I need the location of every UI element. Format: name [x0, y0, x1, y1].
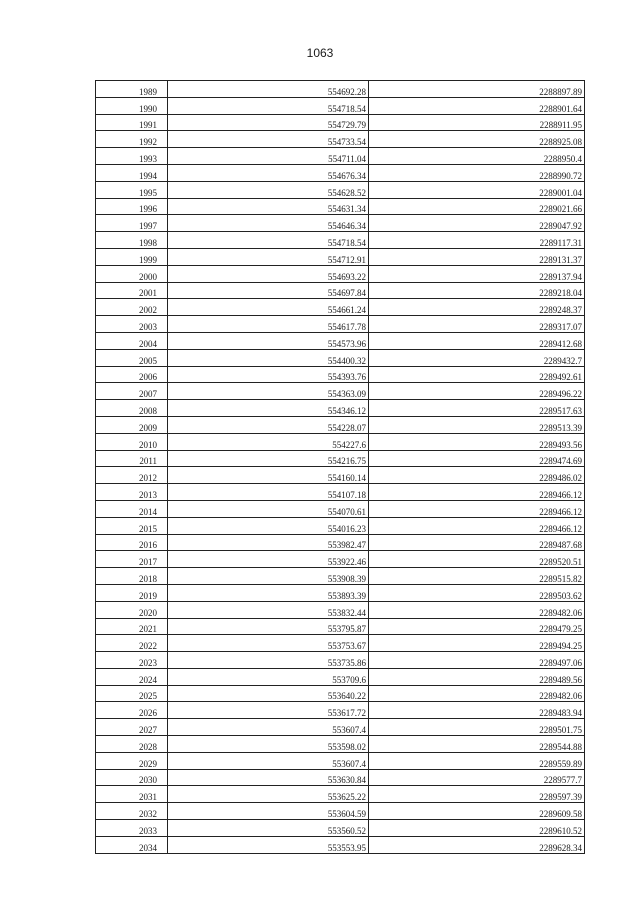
- y-coordinate-cell: 2289559.89: [369, 752, 585, 769]
- point-id-cell: 2014: [96, 500, 168, 517]
- table-row: [96, 534, 585, 551]
- y-coordinate-cell: 2289493.56: [369, 433, 585, 450]
- y-coordinate-cell: 2289432.7: [369, 349, 585, 366]
- table-body: [96, 81, 585, 854]
- y-coordinate-cell: 2289628.34: [369, 836, 585, 853]
- table-row: [96, 820, 585, 837]
- x-coordinate-cell: 554573.96: [168, 332, 369, 349]
- x-coordinate-cell: 553553.95: [168, 836, 369, 853]
- point-id-cell: 2031: [96, 786, 168, 803]
- x-coordinate-cell: 553617.72: [168, 702, 369, 719]
- x-coordinate-cell: 554718.54: [168, 232, 369, 249]
- y-coordinate-cell: 2289466.12: [369, 517, 585, 534]
- y-coordinate-cell: 2289483.94: [369, 702, 585, 719]
- y-coordinate-cell: 2288925.08: [369, 131, 585, 148]
- table-row: [96, 618, 585, 635]
- point-id-cell: 2010: [96, 433, 168, 450]
- point-id-cell: 2030: [96, 769, 168, 786]
- point-id-cell: 1996: [96, 198, 168, 215]
- x-coordinate-cell: 553922.46: [168, 551, 369, 568]
- point-id-cell: 2001: [96, 282, 168, 299]
- x-coordinate-cell: 554718.54: [168, 97, 369, 114]
- table-row: [96, 786, 585, 803]
- point-id-cell: 1990: [96, 97, 168, 114]
- point-id-cell: 2003: [96, 316, 168, 333]
- x-coordinate-cell: 553625.22: [168, 786, 369, 803]
- point-id-cell: 2009: [96, 416, 168, 433]
- y-coordinate-cell: 2288950.4: [369, 148, 585, 165]
- table-row: [96, 551, 585, 568]
- point-id-cell: 1997: [96, 215, 168, 232]
- y-coordinate-cell: 2289466.12: [369, 500, 585, 517]
- point-id-cell: 2024: [96, 668, 168, 685]
- table-row: [96, 568, 585, 585]
- y-coordinate-cell: 2288911.95: [369, 114, 585, 131]
- x-coordinate-cell: 553607.4: [168, 752, 369, 769]
- x-coordinate-cell: 554617.78: [168, 316, 369, 333]
- y-coordinate-cell: 2289497.06: [369, 652, 585, 669]
- y-coordinate-cell: 2289501.75: [369, 719, 585, 736]
- table-row: [96, 668, 585, 685]
- y-coordinate-cell: 2289137.94: [369, 265, 585, 282]
- point-id-cell: 2022: [96, 635, 168, 652]
- x-coordinate-cell: 554216.75: [168, 450, 369, 467]
- table-row: [96, 148, 585, 165]
- x-coordinate-cell: 554363.09: [168, 383, 369, 400]
- x-coordinate-cell: 554227.6: [168, 433, 369, 450]
- point-id-cell: 2012: [96, 467, 168, 484]
- x-coordinate-cell: 554346.12: [168, 400, 369, 417]
- page-number: 1063: [306, 46, 334, 60]
- x-coordinate-cell: 554107.18: [168, 484, 369, 501]
- y-coordinate-cell: 2289117.31: [369, 232, 585, 249]
- y-coordinate-cell: 2289577.7: [369, 769, 585, 786]
- table-row: [96, 736, 585, 753]
- y-coordinate-cell: 2288901.64: [369, 97, 585, 114]
- point-id-cell: 2034: [96, 836, 168, 853]
- x-coordinate-cell: 554160.14: [168, 467, 369, 484]
- x-coordinate-cell: 554016.23: [168, 517, 369, 534]
- y-coordinate-cell: 2289492.61: [369, 366, 585, 383]
- table-row: [96, 316, 585, 333]
- y-coordinate-cell: 2289021.66: [369, 198, 585, 215]
- point-id-cell: 2000: [96, 265, 168, 282]
- table-row: [96, 450, 585, 467]
- table-row: [96, 635, 585, 652]
- table-row: [96, 299, 585, 316]
- table-row: [96, 400, 585, 417]
- point-id-cell: 2028: [96, 736, 168, 753]
- y-coordinate-cell: 2289520.51: [369, 551, 585, 568]
- point-id-cell: 2020: [96, 601, 168, 618]
- y-coordinate-cell: 2289482.06: [369, 601, 585, 618]
- x-coordinate-cell: 553630.84: [168, 769, 369, 786]
- point-id-cell: 2025: [96, 685, 168, 702]
- y-coordinate-cell: 2289610.52: [369, 820, 585, 837]
- table-row: [96, 114, 585, 131]
- y-coordinate-cell: 2289317.07: [369, 316, 585, 333]
- x-coordinate-cell: 554400.32: [168, 349, 369, 366]
- point-id-cell: 2015: [96, 517, 168, 534]
- x-coordinate-cell: 554676.34: [168, 164, 369, 181]
- table-row: [96, 198, 585, 215]
- point-id-cell: 2027: [96, 719, 168, 736]
- x-coordinate-cell: 553753.67: [168, 635, 369, 652]
- y-coordinate-cell: 2289486.02: [369, 467, 585, 484]
- point-id-cell: 2004: [96, 332, 168, 349]
- table-row: [96, 181, 585, 198]
- point-id-cell: 1994: [96, 164, 168, 181]
- table-row: [96, 265, 585, 282]
- x-coordinate-cell: 554070.61: [168, 500, 369, 517]
- y-coordinate-cell: 2289496.22: [369, 383, 585, 400]
- point-id-cell: 2002: [96, 299, 168, 316]
- y-coordinate-cell: 2289248.37: [369, 299, 585, 316]
- table-row: [96, 248, 585, 265]
- point-id-cell: 2013: [96, 484, 168, 501]
- x-coordinate-cell: 554712.91: [168, 248, 369, 265]
- point-id-cell: 2019: [96, 584, 168, 601]
- y-coordinate-cell: 2289466.12: [369, 484, 585, 501]
- table-row: [96, 416, 585, 433]
- x-coordinate-cell: 553982.47: [168, 534, 369, 551]
- x-coordinate-cell: 554692.28: [168, 81, 369, 98]
- y-coordinate-cell: 2289597.39: [369, 786, 585, 803]
- point-id-cell: 2011: [96, 450, 168, 467]
- table-row: [96, 97, 585, 114]
- point-id-cell: 2006: [96, 366, 168, 383]
- table-row: [96, 752, 585, 769]
- x-coordinate-cell: 554646.34: [168, 215, 369, 232]
- y-coordinate-cell: 2289517.63: [369, 400, 585, 417]
- point-id-cell: 1993: [96, 148, 168, 165]
- point-id-cell: 1995: [96, 181, 168, 198]
- x-coordinate-cell: 553640.22: [168, 685, 369, 702]
- point-id-cell: 2023: [96, 652, 168, 669]
- table-row: [96, 584, 585, 601]
- y-coordinate-cell: 2289513.39: [369, 416, 585, 433]
- y-coordinate-cell: 2289131.37: [369, 248, 585, 265]
- table-row: [96, 433, 585, 450]
- table-row: [96, 685, 585, 702]
- table-row: [96, 601, 585, 618]
- x-coordinate-cell: 554733.54: [168, 131, 369, 148]
- x-coordinate-cell: 553604.59: [168, 803, 369, 820]
- y-coordinate-cell: 2288897.89: [369, 81, 585, 98]
- table-row: [96, 500, 585, 517]
- x-coordinate-cell: 554697.84: [168, 282, 369, 299]
- x-coordinate-cell: 553893.39: [168, 584, 369, 601]
- point-id-cell: 1991: [96, 114, 168, 131]
- point-id-cell: 1998: [96, 232, 168, 249]
- point-id-cell: 2005: [96, 349, 168, 366]
- y-coordinate-cell: 2289503.62: [369, 584, 585, 601]
- point-id-cell: 2017: [96, 551, 168, 568]
- point-id-cell: 2029: [96, 752, 168, 769]
- x-coordinate-cell: 553832.44: [168, 601, 369, 618]
- y-coordinate-cell: 2289412.68: [369, 332, 585, 349]
- y-coordinate-cell: 2289487.68: [369, 534, 585, 551]
- x-coordinate-cell: 554628.52: [168, 181, 369, 198]
- y-coordinate-cell: 2289609.58: [369, 803, 585, 820]
- table-row: [96, 836, 585, 853]
- table-row: [96, 81, 585, 98]
- y-coordinate-cell: 2289544.88: [369, 736, 585, 753]
- coordinates-table: [95, 80, 585, 854]
- y-coordinate-cell: 2288990.72: [369, 164, 585, 181]
- y-coordinate-cell: 2289482.06: [369, 685, 585, 702]
- x-coordinate-cell: 554631.34: [168, 198, 369, 215]
- table-row: [96, 164, 585, 181]
- point-id-cell: 1989: [96, 81, 168, 98]
- y-coordinate-cell: 2289494.25: [369, 635, 585, 652]
- y-coordinate-cell: 2289047.92: [369, 215, 585, 232]
- point-id-cell: 2021: [96, 618, 168, 635]
- point-id-cell: 2018: [96, 568, 168, 585]
- x-coordinate-cell: 554729.79: [168, 114, 369, 131]
- y-coordinate-cell: 2289479.25: [369, 618, 585, 635]
- point-id-cell: 2026: [96, 702, 168, 719]
- table-row: [96, 215, 585, 232]
- y-coordinate-cell: 2289489.56: [369, 668, 585, 685]
- y-coordinate-cell: 2289001.04: [369, 181, 585, 198]
- x-coordinate-cell: 554693.22: [168, 265, 369, 282]
- table-row: [96, 467, 585, 484]
- x-coordinate-cell: 554393.76: [168, 366, 369, 383]
- table-row: [96, 517, 585, 534]
- table-row: [96, 131, 585, 148]
- x-coordinate-cell: 554711.04: [168, 148, 369, 165]
- table-row: [96, 349, 585, 366]
- table-row: [96, 702, 585, 719]
- point-id-cell: 1992: [96, 131, 168, 148]
- table-row: [96, 652, 585, 669]
- x-coordinate-cell: 553607.4: [168, 719, 369, 736]
- x-coordinate-cell: 553709.6: [168, 668, 369, 685]
- x-coordinate-cell: 554661.24: [168, 299, 369, 316]
- y-coordinate-cell: 2289515.82: [369, 568, 585, 585]
- point-id-cell: 1999: [96, 248, 168, 265]
- point-id-cell: 2033: [96, 820, 168, 837]
- x-coordinate-cell: 553735.86: [168, 652, 369, 669]
- y-coordinate-cell: 2289474.69: [369, 450, 585, 467]
- x-coordinate-cell: 553560.52: [168, 820, 369, 837]
- table-row: [96, 232, 585, 249]
- table-row: [96, 803, 585, 820]
- table-row: [96, 719, 585, 736]
- point-id-cell: 2016: [96, 534, 168, 551]
- point-id-cell: 2007: [96, 383, 168, 400]
- point-id-cell: 2008: [96, 400, 168, 417]
- x-coordinate-cell: 553598.02: [168, 736, 369, 753]
- y-coordinate-cell: 2289218.04: [369, 282, 585, 299]
- x-coordinate-cell: 553795.87: [168, 618, 369, 635]
- table-row: [96, 282, 585, 299]
- table-row: [96, 332, 585, 349]
- table-row: [96, 366, 585, 383]
- x-coordinate-cell: 553908.39: [168, 568, 369, 585]
- table-row: [96, 383, 585, 400]
- point-id-cell: 2032: [96, 803, 168, 820]
- table-row: [96, 769, 585, 786]
- x-coordinate-cell: 554228.07: [168, 416, 369, 433]
- table-row: [96, 484, 585, 501]
